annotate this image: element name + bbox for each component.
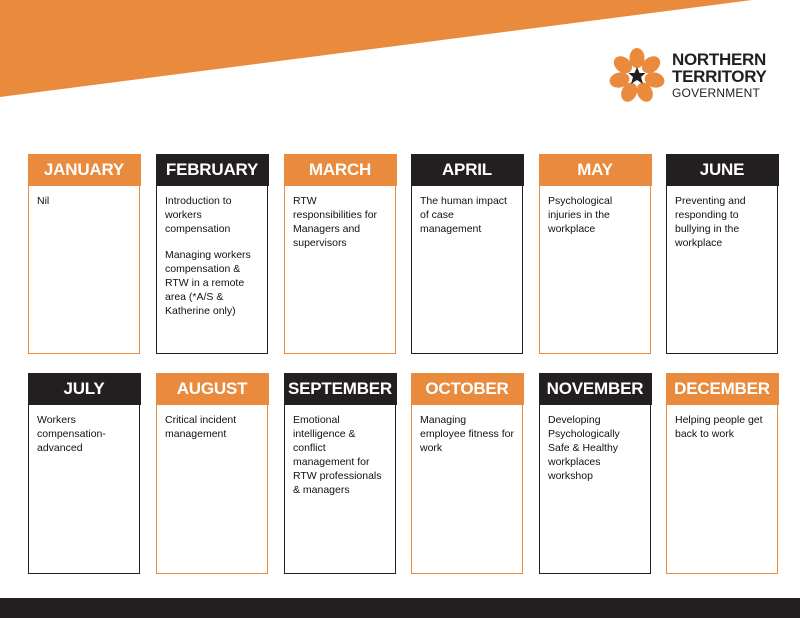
course-text: Managing workers compensation & RTW in a remote area (*A/S & Katherine only)	[165, 248, 251, 317]
month-card-march	[284, 154, 396, 354]
month-title: MARCH	[284, 154, 397, 186]
month-card-december	[666, 373, 778, 574]
month-card-july	[28, 373, 140, 574]
course-text: Nil	[37, 194, 50, 207]
month-card-august	[156, 373, 268, 574]
course-text: Developing Psychologically Safe & Healthy workplaces workshop	[548, 413, 620, 482]
month-title: JUNE	[666, 154, 779, 186]
month-title: OCTOBER	[411, 373, 524, 405]
course-text: Preventing and responding to bullying in the workplace	[675, 194, 746, 249]
month-title: FEBRUARY	[156, 154, 269, 186]
month-card-september	[284, 373, 396, 574]
month-title: AUGUST	[156, 373, 269, 405]
month-title: SEPTEMBER	[284, 373, 397, 405]
logo-text-territory: TERRITORY	[672, 67, 767, 86]
course-text: RTW responsibilities for Managers and supervisors	[293, 194, 378, 249]
course-text: Workers compensation-advanced	[37, 413, 106, 454]
month-title: APRIL	[411, 154, 524, 186]
desert-rose-icon	[606, 45, 668, 107]
course-text: Managing employee fitness for work	[420, 413, 514, 454]
course-text: Critical incident management	[165, 413, 237, 440]
month-card-april	[411, 154, 523, 354]
month-title: MAY	[539, 154, 652, 186]
month-card-june	[666, 154, 778, 354]
course-text: The human impact of case management	[420, 194, 507, 235]
footer-bar	[0, 598, 800, 618]
course-text: Emotional intelligence & conflict management for RTW professionals & managers	[293, 413, 382, 496]
course-text: Introduction to workers compensation	[165, 194, 232, 235]
month-card-january	[28, 154, 140, 354]
nt-government-logo	[606, 45, 776, 107]
month-title: DECEMBER	[666, 373, 779, 405]
course-text: Psychological injuries in the workplace	[548, 194, 613, 235]
month-title: JANUARY	[28, 154, 141, 186]
month-card-february	[156, 154, 268, 354]
logo-text-government: GOVERNMENT	[672, 86, 761, 100]
month-title: NOVEMBER	[539, 373, 652, 405]
month-title: JULY	[28, 373, 141, 405]
course-text: Helping people get back to work	[675, 413, 763, 440]
logo-text-northern: NORTHERN	[672, 50, 766, 69]
month-card-october	[411, 373, 523, 574]
month-card-may	[539, 154, 651, 354]
month-card-november	[539, 373, 651, 574]
